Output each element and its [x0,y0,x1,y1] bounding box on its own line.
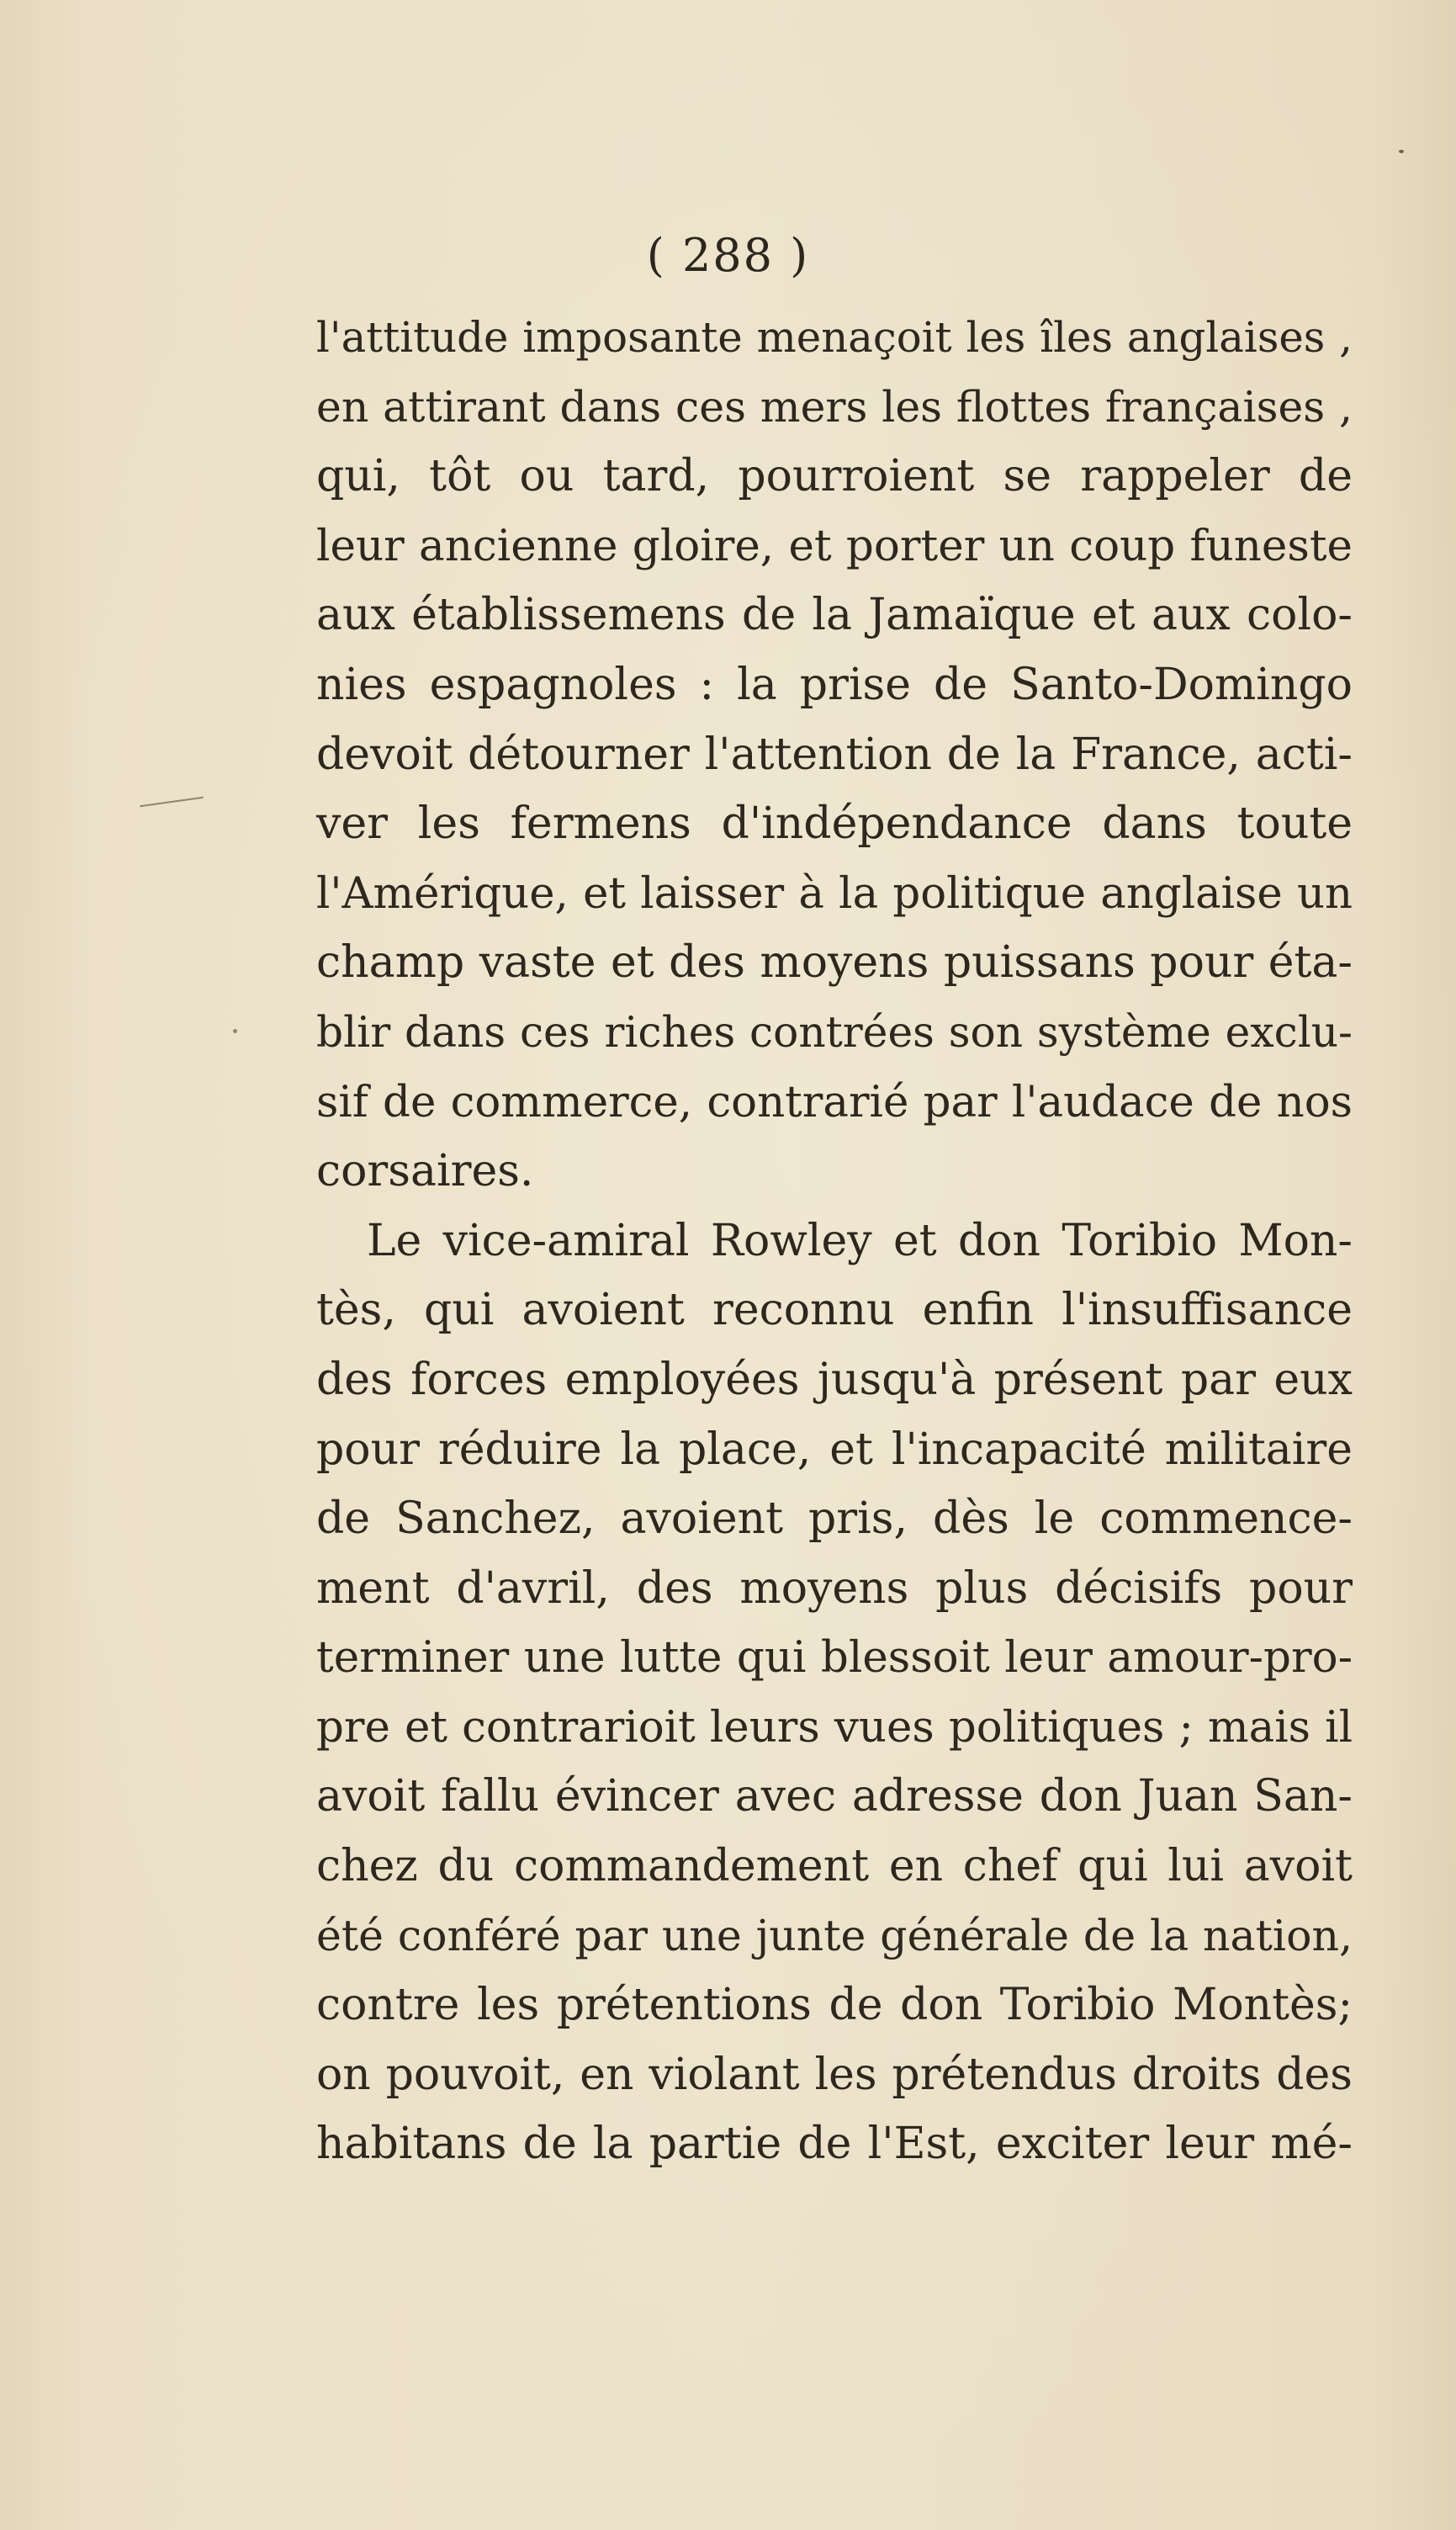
text-line: ver les fermens d'indépendance dans toute [316,798,1353,850]
text-line: habitans de la partie de l'Est, exciter leur mé- [316,2119,1353,2170]
text-line: blir dans ces riches contrées son système exclu- [316,1006,1353,1057]
text-line: l'Amérique, et laisser à la politique anglaise un [316,867,1353,919]
text-line: avoit fallu évincer avec adresse don Juan San- [316,1771,1353,1822]
margin-pencil-mark [140,797,204,808]
paragraph-end-line: corsaires. [316,1146,534,1197]
body-text [316,303,1353,2179]
text-line: pre et contrarioit leurs vues politiques ; mais il [316,1701,1353,1753]
text-line: été conféré par une junte générale de la nation, [316,1910,1353,1960]
text-line: sif de commerce, contrarié par l'audace de nos [316,1076,1353,1127]
text-line: terminer une lutte qui blessoit leur amour-pro- [316,1632,1353,1684]
text-line: champ vaste et des moyens puissans pour éta- [316,937,1353,989]
text-line: on pouvoit, en violant les prétendus droits des [316,2049,1353,2100]
text-line: de Sanchez, avoient pris, dès le commence- [316,1493,1353,1545]
text-line: pour réduire la place, et l'incapacité militaire [316,1424,1353,1475]
text-line: ment d'avril, des moyens plus décisifs pour [316,1562,1353,1614]
text-line: leur ancienne gloire, et porter un coup funeste [316,520,1353,571]
text-line: contre les prétentions de don Toribio Montès; [316,1980,1353,2031]
page-number: ( 288 ) [646,229,810,282]
text-line: aux établissemens de la Jamaïque et aux colo- [316,590,1353,641]
text-line: des forces employées jusqu'à présent par eux [316,1354,1353,1405]
text-line: chez du commandement en chef qui lui avoit [316,1841,1353,1892]
text-line: qui, tôt ou tard, pourroient se rappeler de [316,451,1353,502]
text-line: tès, qui avoient reconnu enfin l'insuffisance [316,1285,1353,1336]
text-line: nies espagnoles : la prise de Santo-Domingo [316,659,1353,710]
text-line: l'attitude imposante menaçoit les îles anglaises , [316,313,1353,362]
ink-spot [1399,150,1404,153]
margin-dot [233,1029,237,1033]
paragraph-start-line: Le vice-amiral Rowley et don Toribio Mon- [367,1215,1353,1266]
text-line: devoit détourner l'attention de la France, acti- [316,729,1353,780]
text-line: en attirant dans ces mers les flottes françaises , [316,381,1353,432]
